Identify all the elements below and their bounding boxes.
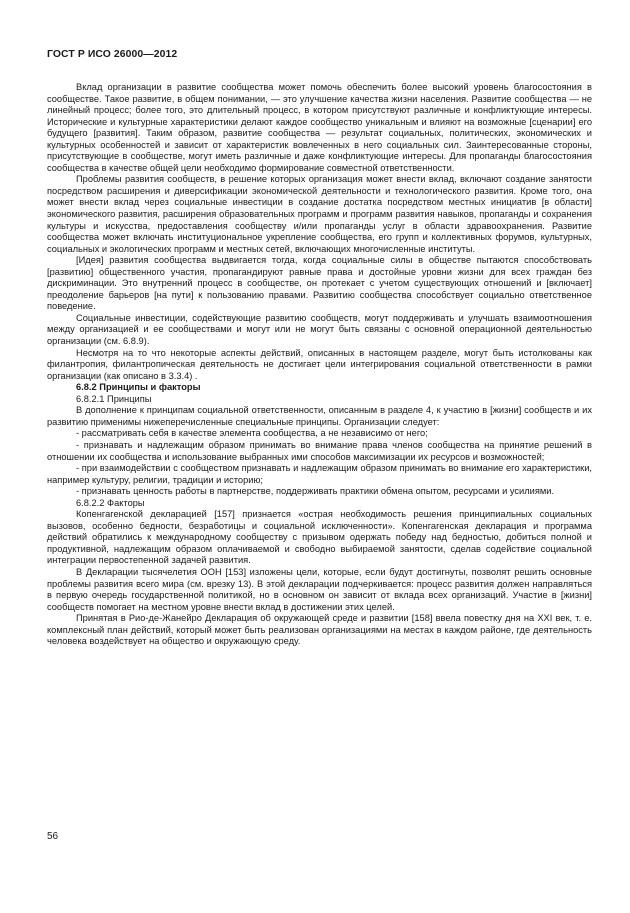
page-number: 56 [47, 831, 59, 842]
paragraph: [Идея] развития сообщества выдвигается тогда, когда социальные силы в обществе пытаются способствовать [развитию] общественного участия, пропагандируют равные права и достойные уровни жизни для всех граждан без дискриминации. Это внутренний процесс в сообществе, он протекает с учетом существующих отношений и [включает] преодоление барьеров [на пути] к пользованию правами. Развитию сообщества способствует социально ответственное поведение. [47, 255, 592, 312]
subsection-heading: 6.8.2.1 Принципы [76, 393, 152, 404]
subsection-heading: 6.8.2.2 Факторы [76, 497, 145, 508]
list-item: - признавать и надлежащим образом принимать во внимание права членов сообщества на принятие решений в отношении их сообщества и использование выбранных ими способов максимизации их ресурсов и возможностей; [47, 439, 592, 462]
paragraph: В дополнение к принципам социальной ответственности, описанным в разделе 4, к участию в [жизни] сообществ и их развитию применимы нижеперечисленные специальные принципы. Организации следует: [47, 405, 592, 427]
list-item: - признавать ценность работы в партнерстве, поддерживать практики обмена опытом, ресурсами и усилиями. [76, 486, 555, 497]
section-heading: 6.8.2 Принципы и факторы [76, 382, 201, 393]
paragraph: Социальные инвестиции, содействующие развитию сообществ, могут поддерживать и улучшать взаимоотношения между организацией и ее сообществами и могут или не могут быть связаны с основной операционной деятельностью организации (см. 6.8.9). [47, 312, 592, 347]
paragraph: Проблемы развития сообществ, в решение которых организация может внести вклад, включают создание занятости посредством расширения и диверсификации экономической деятельности и технологического развития. Кроме того, она может внести вклад через социальные инвестиции в создание достатка посредством местных инициатив [в области] экономического развития, расширения образовательных программ и программ развития навыков, пропаганды и сохранения культуры и искусства, предоставления сообществу и/или пропаганды услуг в области здравоохранения. Развитие сообщества может включать институциональное укрепление сообщества, его групп и коллективных форумов, культурных, социальных и экологических программ и местных сетей, включающих многочисленные институты. [47, 174, 592, 254]
paragraph: Копенгагенской декларацией [157] признается «острая необходимость решения принципиальных социальных вызовов, особенно бедности, безработицы и социальной исключенности». Копенгагенская декларация и программа действий обратились к международному сообществу с призывом одержать победу над бедностью, добиться полной и продуктивной, надлежащим образом оплачиваемой и свободно выбираемой занятости, сделав содействие социальной интеграции первостепенной задачей развития. [47, 509, 592, 566]
list-item: - рассматривать себя в качестве элемента сообщества, а не независимо от него; [76, 428, 428, 439]
document-body [47, 82, 592, 648]
list-item: - при взаимодействии с сообществом признавать и надлежащим образом принимать во внимание его характеристики, например культуру, религии, традиции и историю; [47, 463, 592, 485]
paragraph: Вклад организации в развитие сообщества может помочь обеспечить более высокий уровень благосостояния в сообществе. Такое развитие, в общем понимании, — это улучшение качества жизни населения. Развитие сообщества — не линейный процесс; более того, это длительный процесс, в котором присутствуют различные и конфликтующие интересы. Исторические и культурные характеристики делают каждое сообщество уникальным и влияют на возможные [сценарии] его будущего [развития]. Таким образом, развитие сообщества — результат социальных, политических, экономических и культурных особенностей и зависит от характеристик вовлеченных в него социальных сил. Заинтересованные стороны, присутствующие в сообществе, могут иметь различные и даже конфликтующие интересы. Для пропаганды благосостояния сообщества в качестве общей цели необходимо формирование совместной ответственности. [47, 82, 592, 173]
paragraph: Несмотря на то что некоторые аспекты действий, описанных в настоящем разделе, могут быть истолкованы как филантропия, филантропическая деятельность не достигает цели интегрирования социальной ответственности в рамки организации (как описано в 3.3.4) . [47, 347, 592, 381]
document-header: ГОСТ Р ИСО 26000—2012 [47, 49, 178, 60]
paragraph: Принятая в Рио-де-Жанейро Декларация об окружающей среде и развитии [158] ввела повестку дня на XXI век, т. е. комплексный план действий, который может быть реализован организациями на местах в каждом районе, где деятельность человека воздействует на общество и окружающую среду. [47, 613, 592, 647]
paragraph: В Декларации тысячелетия ООН [153] изложены цели, которые, если будут достигнуты, позволят решить основные проблемы развития всего мира (см. врезку 13). В этой декларации подчеркивается: процесс развития должен направляться в первую очередь государственной политикой, но в основном он зависит от вклада всех организаций. Участие в [жизни] сообществ помогает на местном уровне внести вклад в достижении этих целей. [47, 566, 592, 612]
